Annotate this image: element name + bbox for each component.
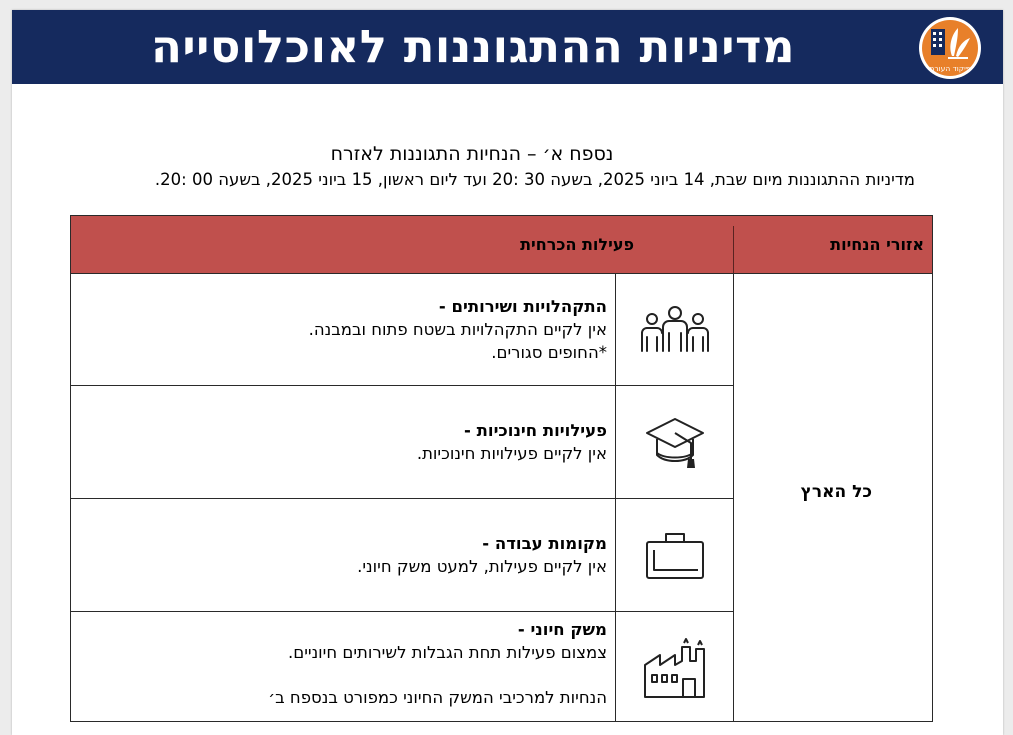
table-row-workplaces	[71, 499, 733, 612]
icon-cell	[615, 273, 733, 385]
row-heading: מקומות עבודה -	[482, 534, 607, 553]
header-zones: אזורי הנחיות	[830, 235, 924, 254]
icon-cell	[615, 612, 733, 721]
graduation-cap-icon	[643, 413, 707, 471]
table-header-row	[71, 216, 932, 274]
row-text	[71, 612, 607, 727]
row-heading: פעילויות חינוכיות -	[464, 421, 607, 440]
briefcase-icon	[644, 530, 706, 580]
document-page	[12, 10, 1003, 735]
row-heading: משק חיוני -	[517, 620, 607, 639]
factory-icon	[642, 635, 708, 699]
row-line-1: צמצום פעילות תחת הגבלות לשירותים חיוניים.	[288, 643, 607, 662]
header-banner	[12, 10, 1003, 84]
people-group-icon	[639, 305, 711, 353]
policy-period: מדיניות ההתגוננות מיום שבת, 14 ביוני 2025, בשעה 30 :20 ועד ליום ראשון, 15 ביוני 2025, בשעה 00 :20.	[154, 170, 915, 189]
svg-text:פיקוד העורף: פיקוד העורף	[929, 64, 971, 73]
icon-cell	[615, 499, 733, 611]
row-line-1: אין לקיים פעילות, למעט משק חיוני.	[357, 557, 607, 576]
table-row-essential-economy	[71, 612, 733, 721]
row-heading: התקהלויות ושירותים -	[438, 297, 607, 316]
header-activity: פעילות הכרחית	[520, 235, 634, 254]
row-line-1: אין לקיים פעילויות חינוכיות.	[416, 444, 607, 463]
row-line-2: הנחיות למרכיבי המשק החיוני כמפורט בנספח ב׳	[268, 688, 607, 707]
table-row-education	[71, 386, 733, 499]
header-divider	[733, 226, 734, 273]
table-row-gatherings	[71, 273, 733, 386]
row-line-2: *החופים סגורים.	[491, 343, 607, 362]
home-front-command-logo	[918, 16, 982, 80]
row-line-1: אין לקיים התקהלויות בשטח פתוח ובמבנה.	[308, 320, 607, 339]
policy-table	[70, 215, 933, 722]
appendix-title: נספח א׳ – הנחיות התגוננות לאזרח	[330, 143, 614, 165]
zone-cell	[734, 273, 932, 721]
icon-cell	[615, 386, 733, 498]
banner-title: מדיניות ההתגוננות לאוכלוסייה	[150, 20, 796, 73]
zone-label: כל הארץ	[800, 482, 872, 502]
